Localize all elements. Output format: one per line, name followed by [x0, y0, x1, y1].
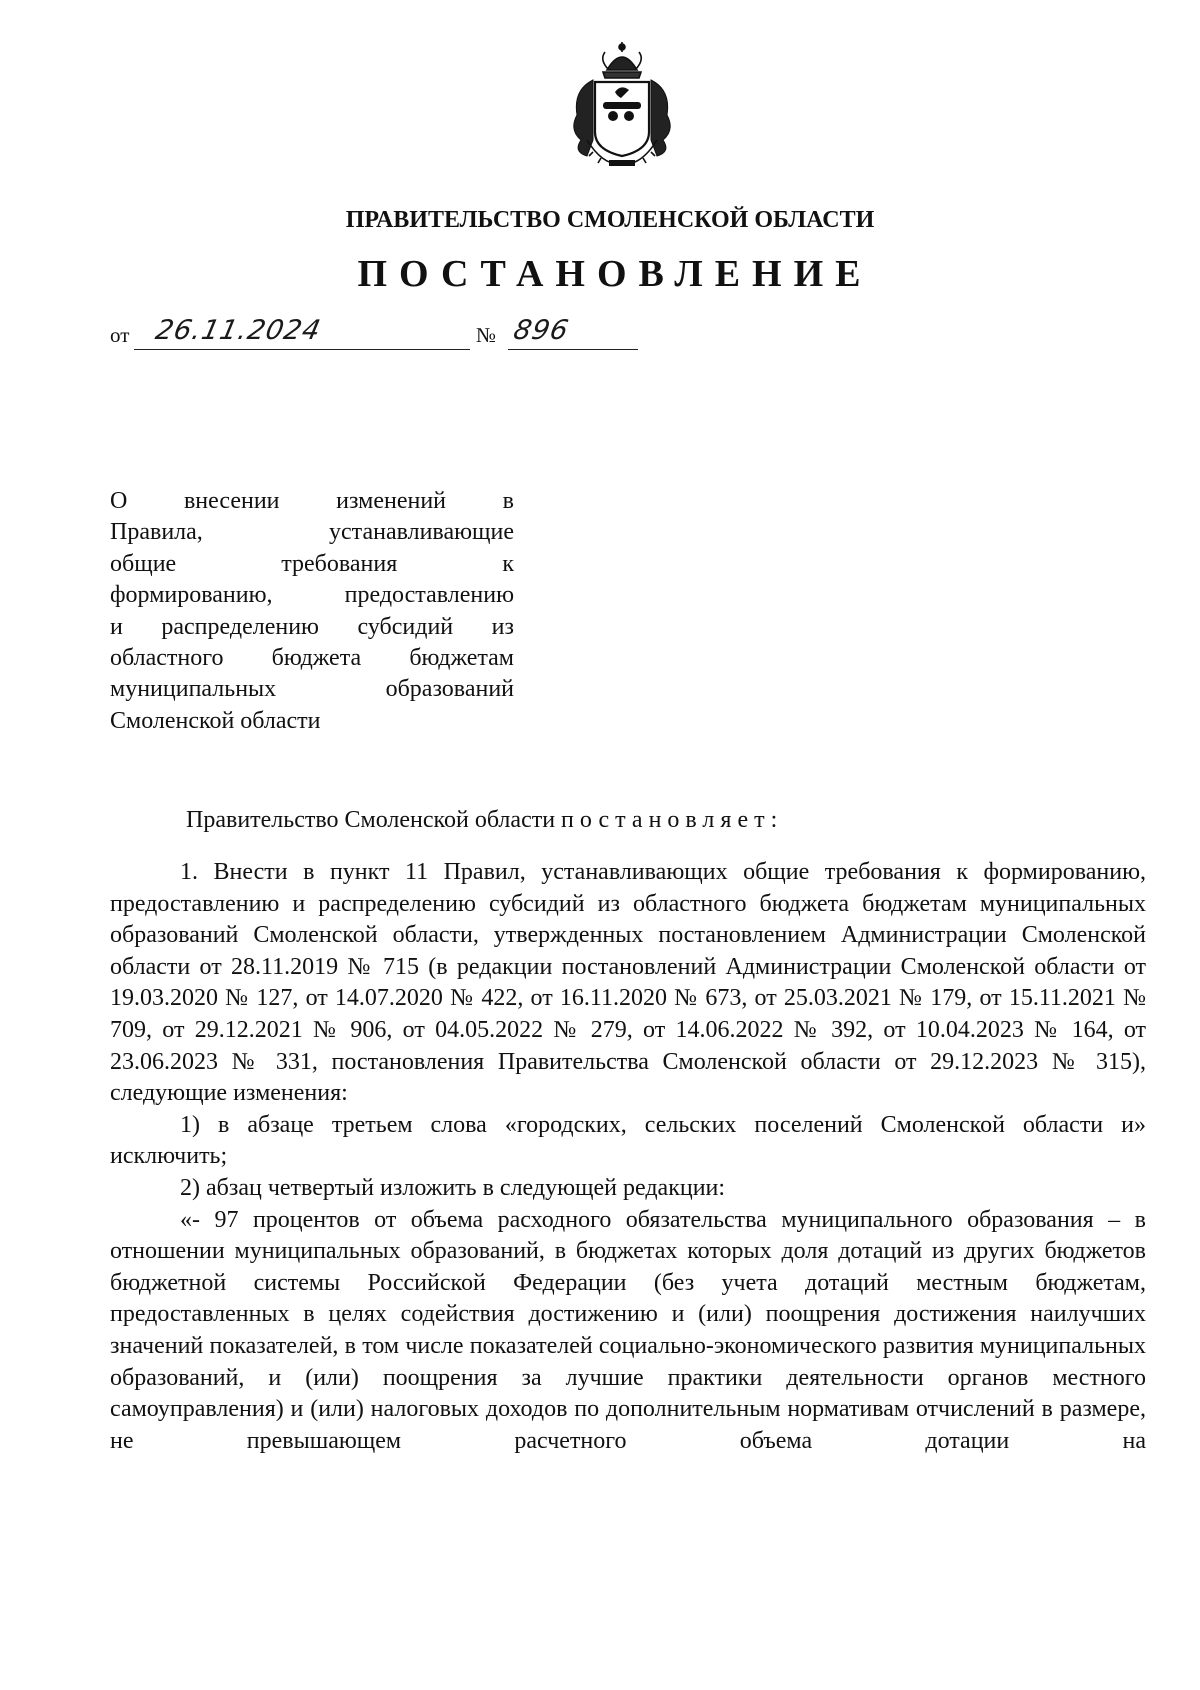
preamble-spaced-word: постановляет	[561, 807, 771, 833]
preamble-suffix: :	[770, 807, 778, 833]
document-body	[110, 857, 1146, 1457]
document-subject	[110, 486, 514, 737]
body-paragraph: 1. Внести в пункт 11 Правил, устанавливающих общие требования к формированию, предоставлению и распределению субсидий из областного бюджета бюджетам муниципальных образований Смоленской области, утвержденных постановлением Администрации Смоленской области от 28.11.2019 № 715 (в редакции постановлений Администрации Смоленской области от 19.03.2020 № 127, от 14.07.2020 № 422, от 16.11.2020 № 673, от 25.03.2021 № 179, от 15.11.2021 № 709, от 29.12.2021 № 906, от 04.05.2022 № 279, от 14.06.2022 № 392, от 10.04.2023 № 164, от 23.06.2023 № 331, постановления Правительства Смоленской области от 29.12.2023 № 315), следующие изменения:	[110, 859, 1146, 1107]
body-paragraph: 1) в абзаце третьем слова «городских, сельских поселений Смоленской области и» исключить;	[110, 1111, 1146, 1170]
subject-line: областного бюджета бюджетам	[110, 645, 514, 672]
number-label: №	[476, 323, 497, 347]
body-paragraph: «- 97 процентов от объема расходного обязательства муниципального образования – в отношении муниципальных образований, в бюджетах которых доля дотаций из других бюджетов бюджетной системы Российской Федерации (без учета дотаций местным бюджетам, предоставленных в целях содействия достижению и (или) поощрения достижения наилучших значений показателей, в том числе показателей социально-экономического развития муниципальных образований, и (или) поощрения за лучшие практики деятельности органов местного самоуправления) и (или) налоговых доходов по дополнительным нормативам отчислений в размере, не превышающем расчетного объема дотации на	[110, 1206, 1146, 1454]
subject-line: формированию, предоставлению	[110, 582, 514, 609]
subject-line: Смоленской области	[110, 707, 321, 734]
subject-line: муниципальных образований	[110, 676, 514, 703]
number-handwritten: 896	[510, 315, 572, 346]
preamble-prefix: Правительство Смоленской области	[186, 807, 562, 833]
coat-of-arms-icon	[563, 40, 681, 175]
subject-line: О внесении изменений в	[110, 488, 514, 514]
subject-line: общие требования к	[110, 550, 514, 577]
number-underline	[508, 349, 638, 350]
date-underline	[134, 349, 470, 350]
body-paragraph: 2) абзац четвертый изложить в следующей редакции:	[180, 1174, 726, 1201]
subject-line: и распределению субсидий из	[110, 613, 514, 640]
organization-title: ПРАВИТЕЛЬСТВО СМОЛЕНСКОЙ ОБЛАСТИ	[345, 207, 875, 233]
date-prefix-label: от	[110, 323, 130, 347]
document-type-title: ПОСТАНОВЛЕНИЕ	[357, 253, 873, 295]
date-handwritten: 26.11.2024	[152, 315, 324, 346]
preamble	[186, 807, 777, 834]
subject-line: Правила, устанавливающие	[110, 519, 514, 546]
